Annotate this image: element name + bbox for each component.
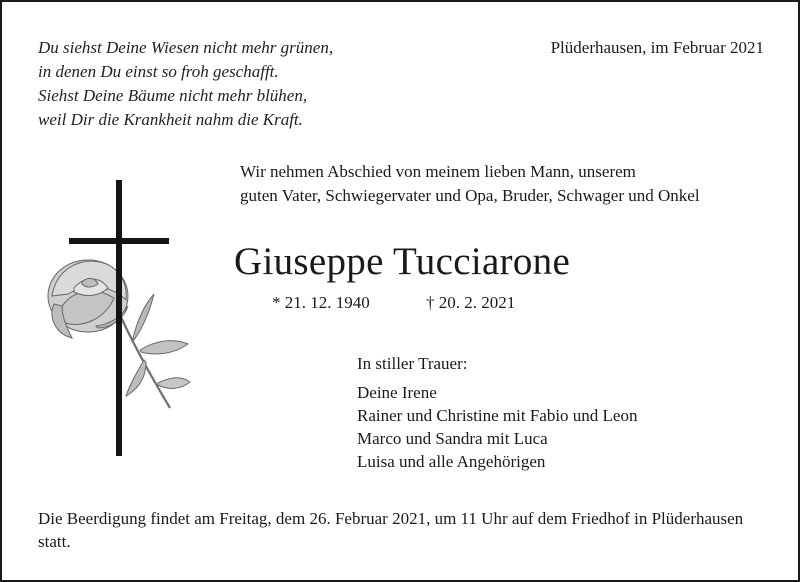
intro-line-2: guten Vater, Schwiegervater und Opa, Bruder, Schwager und Onkel bbox=[240, 186, 700, 205]
poem-line-3: Siehst Deine Bäume nicht mehr blühen, bbox=[38, 86, 308, 105]
mourner-1: Deine Irene bbox=[357, 383, 437, 402]
mourner-3: Marco und Sandra mit Luca bbox=[357, 429, 548, 448]
funeral-notice: Die Beerdigung findet am Freitag, dem 26. Februar 2021, um 11 Uhr auf dem Friedhof in Plüderhausen statt. bbox=[38, 509, 744, 551]
farewell-intro bbox=[240, 160, 700, 208]
mourner-4: Luisa und alle Angehörigen bbox=[357, 452, 546, 471]
memorial-poem bbox=[38, 36, 333, 132]
mourners-heading: In stiller Trauer: bbox=[357, 354, 468, 373]
cross-with-rose-icon bbox=[38, 178, 198, 458]
death-date: † 20. 2. 2021 bbox=[426, 293, 516, 312]
place-and-date: Plüderhausen, im Februar 2021 bbox=[550, 38, 764, 57]
deceased-name: Giuseppe Tucciarone bbox=[234, 240, 571, 283]
poem-line-1: Du siehst Deine Wiesen nicht mehr grünen, bbox=[38, 38, 334, 57]
poem-line-2: in denen Du einst so froh geschafft. bbox=[38, 62, 279, 81]
intro-line-1: Wir nehmen Abschied von meinem lieben Mann, unserem bbox=[240, 162, 636, 181]
mourner-2: Rainer und Christine mit Fabio und Leon bbox=[357, 406, 638, 425]
birth-date: * 21. 12. 1940 bbox=[272, 293, 370, 312]
poem-line-4: weil Dir die Krankheit nahm die Kraft. bbox=[38, 110, 303, 129]
mourners-list bbox=[357, 352, 637, 473]
